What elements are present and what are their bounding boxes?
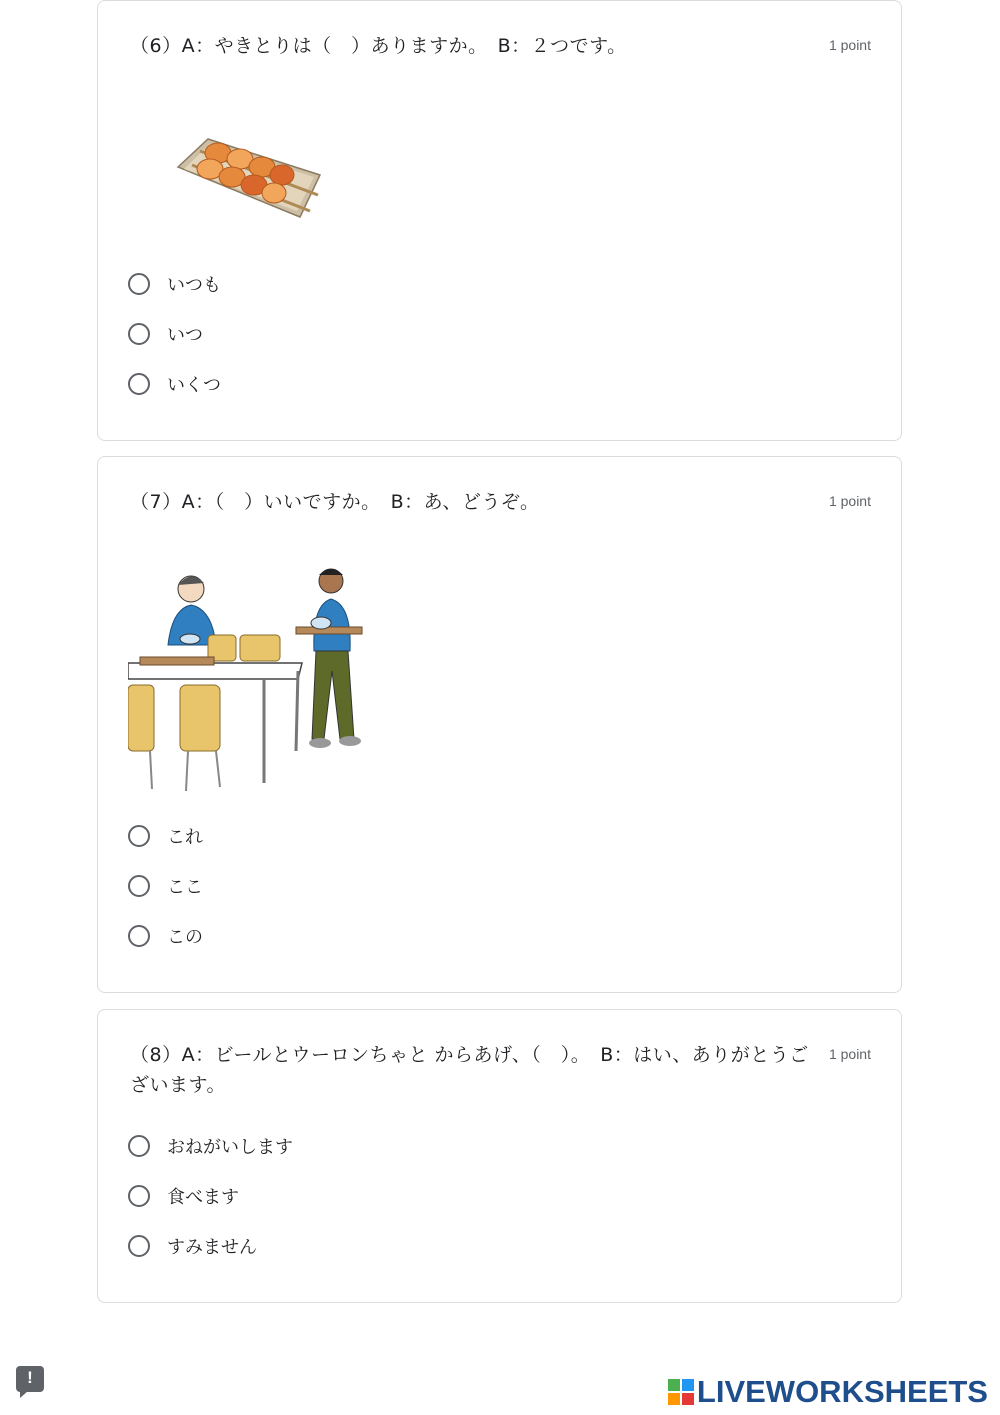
- question-card-7: [97, 456, 902, 993]
- option-label: おねがいします: [167, 1137, 293, 1158]
- brand-name: LIVEWORKSHEETS: [696, 1374, 988, 1409]
- question-points: 1 point: [828, 37, 871, 53]
- option-itsu[interactable]: [128, 318, 203, 350]
- report-problem-button[interactable]: [16, 1366, 44, 1392]
- option-koko[interactable]: [128, 870, 203, 902]
- option-kono[interactable]: [128, 920, 203, 952]
- radio-button[interactable]: [128, 323, 150, 345]
- logo-grid-icon: [668, 1379, 694, 1405]
- option-label: この: [167, 927, 203, 948]
- option-label: すみません: [167, 1237, 257, 1258]
- radio-button[interactable]: [128, 373, 150, 395]
- radio-button[interactable]: [128, 825, 150, 847]
- question-card-8: [97, 1009, 902, 1303]
- option-label: これ: [167, 827, 203, 848]
- exclamation-icon: !: [27, 1368, 33, 1387]
- radio-button[interactable]: [128, 1185, 150, 1207]
- radio-button[interactable]: [128, 1135, 150, 1157]
- option-tabemasu[interactable]: [128, 1180, 239, 1212]
- option-label: いつも: [167, 275, 221, 296]
- option-label: 食べます: [167, 1187, 239, 1208]
- option-ikutsu[interactable]: [128, 368, 221, 400]
- question-points: 1 point: [828, 493, 871, 509]
- question-points: 1 point: [828, 1046, 871, 1062]
- option-kore[interactable]: [128, 820, 203, 852]
- cafeteria-image: [128, 561, 380, 801]
- radio-button[interactable]: [128, 273, 150, 295]
- option-label: いつ: [167, 325, 203, 346]
- yakitori-image: [170, 129, 330, 224]
- radio-button[interactable]: [128, 925, 150, 947]
- option-sumimasen[interactable]: [128, 1230, 257, 1262]
- question-title: （8）A：ビールとウーロンちゃと からあげ、（ ）。 B：はい、ありがとうございます。: [130, 1044, 809, 1096]
- question-title: （6）A：やきとりは（ ）ありますか。 B：２つです。: [130, 35, 627, 57]
- question-title: （7）A：（ ）いいですか。 B：あ、どうぞ。: [130, 491, 540, 513]
- option-label: いくつ: [167, 375, 221, 396]
- liveworksheets-logo[interactable]: [668, 1374, 988, 1410]
- option-label: ここ: [167, 877, 203, 898]
- option-itsumo[interactable]: [128, 268, 221, 300]
- option-onegaishimasu[interactable]: [128, 1130, 293, 1162]
- radio-button[interactable]: [128, 875, 150, 897]
- question-card-6: [97, 0, 902, 441]
- radio-button[interactable]: [128, 1235, 150, 1257]
